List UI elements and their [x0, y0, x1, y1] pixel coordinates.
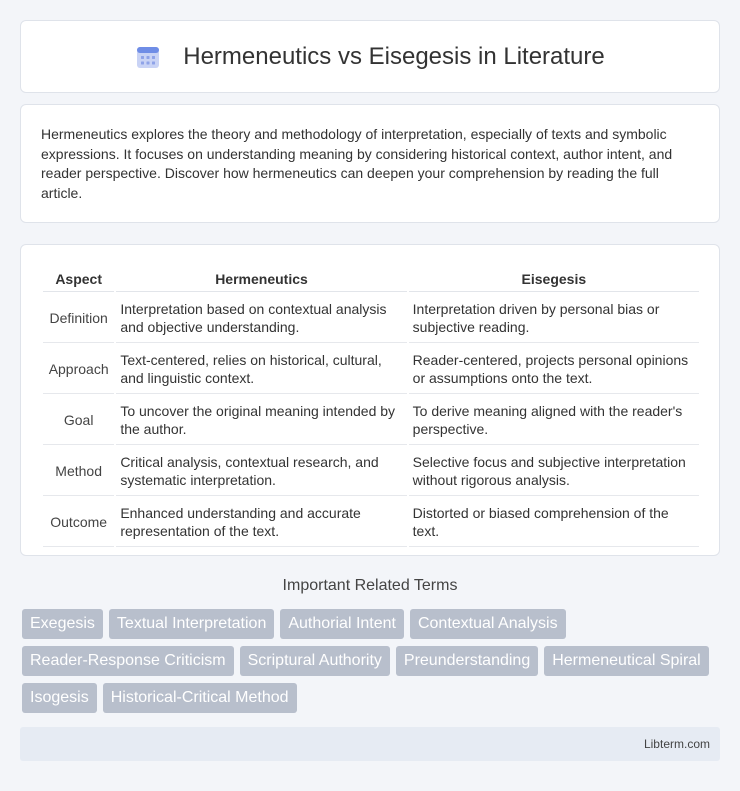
term-tag[interactable]: Authorial Intent: [280, 609, 404, 639]
row-hermeneutics: Enhanced understanding and accurate representation of the text.: [116, 498, 406, 547]
row-aspect: Goal: [43, 396, 114, 445]
row-hermeneutics: Text-centered, relies on historical, cultural, and linguistic context.: [116, 345, 406, 394]
table-row: [43, 447, 699, 496]
related-terms-title: Important Related Terms: [282, 577, 458, 594]
row-hermeneutics: Critical analysis, contextual research, and systematic interpretation.: [116, 447, 406, 496]
page-title: Hermeneutics vs Eisegesis in Literature: [183, 42, 605, 70]
comparison-table: [41, 265, 701, 549]
row-hermeneutics: Interpretation based on contextual analysis and objective understanding.: [116, 294, 406, 343]
related-terms-list: [22, 609, 722, 720]
term-tag[interactable]: Hermeneutical Spiral: [544, 646, 709, 676]
row-eisegesis: Distorted or biased comprehension of the text.: [409, 498, 699, 547]
table-row: [43, 345, 699, 394]
term-tag[interactable]: Preunderstanding: [396, 646, 538, 676]
term-tag[interactable]: Isogesis: [22, 683, 97, 713]
row-aspect: Definition: [43, 294, 114, 343]
row-aspect: Approach: [43, 345, 114, 394]
table-row: [43, 498, 699, 547]
term-tag[interactable]: Textual Interpretation: [109, 609, 274, 639]
row-eisegesis: Interpretation driven by personal bias or subjective reading.: [409, 294, 699, 343]
term-tag[interactable]: Contextual Analysis: [410, 609, 566, 639]
row-eisegesis: Reader-centered, projects personal opinions or assumptions onto the text.: [409, 345, 699, 394]
header-hermeneutics: Hermeneutics: [116, 267, 406, 292]
footer: [20, 727, 720, 761]
intro-card: [20, 104, 720, 223]
row-eisegesis: To derive meaning aligned with the reader's perspective.: [409, 396, 699, 445]
row-aspect: Outcome: [43, 498, 114, 547]
term-tag[interactable]: Exegesis: [22, 609, 103, 639]
header-eisegesis: Eisegesis: [409, 267, 699, 292]
term-tag[interactable]: Historical-Critical Method: [103, 683, 297, 713]
footer-brand[interactable]: Libterm.com: [643, 737, 710, 751]
table-row: [43, 294, 699, 343]
title-card: [20, 20, 720, 93]
calendar-icon: [135, 44, 161, 70]
row-hermeneutics: To uncover the original meaning intended by the author.: [116, 396, 406, 445]
term-tag[interactable]: Reader-Response Criticism: [22, 646, 234, 676]
term-tag[interactable]: Scriptural Authority: [240, 646, 390, 676]
header-aspect: Aspect: [43, 267, 114, 292]
comparison-card: [20, 244, 720, 556]
row-aspect: Method: [43, 447, 114, 496]
row-eisegesis: Selective focus and subjective interpretation without rigorous analysis.: [409, 447, 699, 496]
intro-text: Hermeneutics explores the theory and methodology of interpretation, especially of texts and symbolic expressions. It focuses on understanding meaning by considering historical context, author intent, and reader perspective. Discover how hermeneutics can deepen your comprehension by reading the full article.: [41, 126, 673, 201]
table-row: [43, 396, 699, 445]
table-header-row: [43, 267, 699, 292]
